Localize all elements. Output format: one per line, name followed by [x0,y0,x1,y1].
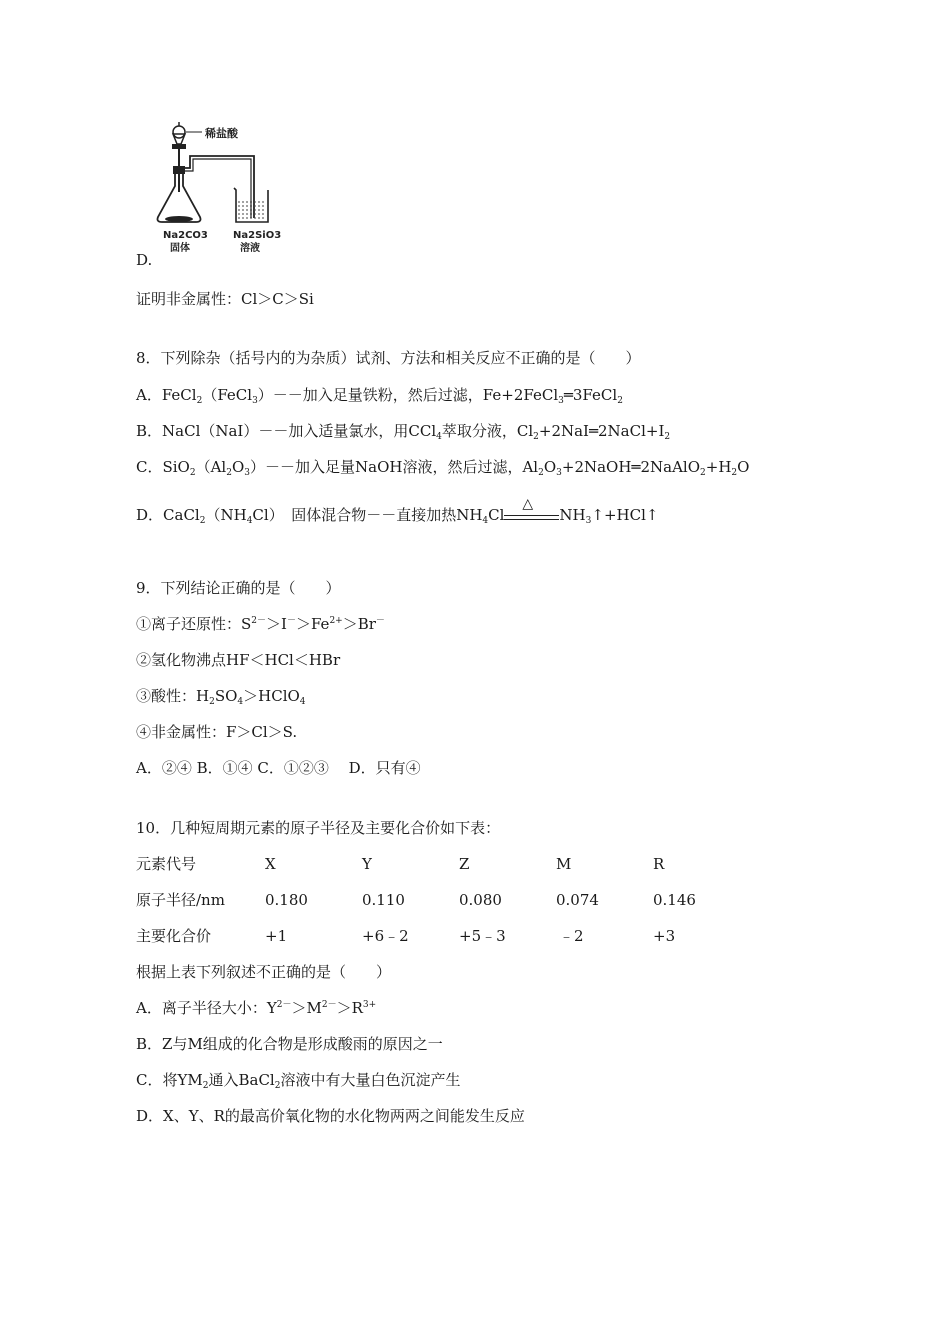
table-cell: X [265,855,276,873]
q9-item-1: ①离子还原性：$S^{2-}>I^->Fe^{2+}>Br^-$ [136,615,385,633]
q7-conclusion: 证明非金属性：Cl＞C＞Si [136,290,314,308]
flask-label-bottom: 固体 [170,243,190,254]
funnel-label: 稀盐酸 [205,127,238,140]
q10-option-a: A．离子半径大小：$Y^{2-}>M^{2-}>R^{3+}$ [136,999,377,1017]
q10-option-c: C．将$YM_2$通入BaCl$_2$溶液中有大量白色沉淀产生 [136,1071,461,1091]
table-cell: 原子半径/nm [136,891,225,909]
table-cell: Y [362,855,372,873]
table-cell: 0.146 [653,891,696,909]
table-cell: Z [459,855,470,873]
q8-option-a: A．FeCl$_2$（FeCl$_3$）－－加入足量铁粉，然后过滤，Fe+2FeCl$_3$═3FeCl$_2$ [136,386,623,406]
flask-label-top: Na2CO3 [163,230,208,241]
heat-triangle-icon: △ [522,496,534,512]
q10-option-b: B．Z与M组成的化合物是形成酸雨的原因之一 [136,1035,443,1053]
beaker-label-bottom: 溶液 [240,243,260,254]
q8-stem: 8．下列除杂（括号内的为杂质）试剂、方法和相关反应不正确的是（ ） [136,349,641,367]
table-cell: 0.074 [556,891,599,909]
apparatus-figure [150,120,282,255]
q9-item-4: ④非金属性：F＞Cl＞S. [136,723,298,741]
q7-option-d: D. [136,251,153,269]
beaker-label-top: Na2SiO3 [233,230,282,241]
q9-item-3: ③酸性：$H_2SO_4>HClO_4$ [136,687,306,707]
table-cell: 0.110 [362,891,405,909]
q10-stem: 10．几种短周期元素的原子半径及主要化合价如下表： [136,819,501,837]
table-cell: +3 [653,927,676,945]
table-cell: 0.080 [459,891,502,909]
table-cell: 0.180 [265,891,308,909]
table-cell: +5﹣3 [459,927,506,945]
table-cell: 元素代号 [136,855,197,873]
q9-options: A．②④ B．①④ C．①②③ D．只有④ [136,759,421,777]
table-cell: ﹣2 [559,927,584,945]
table-cell: +6﹣2 [362,927,409,945]
q8-option-d: D．$CaCl_2(NH_4Cl)$ 固体混合物－－直接加热$NH_4Cl$ △ $NH_3↑+HCl↑$ [136,496,659,526]
heating-condition [504,496,559,525]
q10-option-d: D．X、Y、R的最高价氧化物的水化物两两之间能发生反应 [136,1107,525,1125]
q8-option-c: C．$SiO_2(Al_2O_3)--$加入足量NaOH溶液，然后过滤，$Al_2O_3+2NaOH═2NaAlO_2+H_2O$ [136,458,750,478]
table-cell: R [653,855,665,873]
table-cell: +1 [265,927,288,945]
q9-item-2: ②氢化物沸点HF＜HCl＜HBr [136,651,341,669]
q10-question: 根据上表下列叙述不正确的是（ ） [136,963,392,981]
q9-stem: 9．下列结论正确的是（ ） [136,579,341,597]
table-cell: M [556,855,572,873]
q8-option-b: B．NaCl（NaI）－－加入适量氯水，用CCl$_4$萃取分液，$Cl_2+2NaI═2NaCl+I_2$ [136,422,671,442]
table-cell: 主要化合价 [136,927,212,945]
